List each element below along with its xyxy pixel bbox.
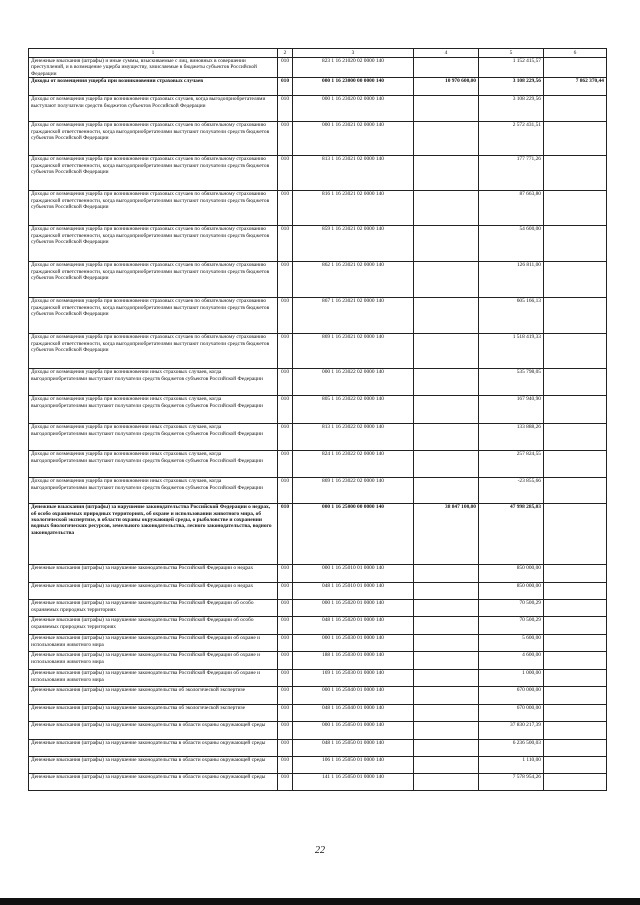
row-name-cell: Доходы от возмещения ущерба при возникновении иных страховых случаев, когда выгодоприобретателями выступают получатели средств бюджетов субъектов Российской Федерации: [29, 369, 278, 396]
row-executed-cell: 5 600,00: [479, 635, 544, 652]
row-plan-cell: [414, 652, 479, 670]
table-row: [29, 774, 607, 791]
row-unexecuted-cell: [544, 740, 607, 757]
table-row: [29, 617, 607, 635]
row-line-code-cell: 010: [278, 369, 293, 396]
row-budget-code-cell: 869 1 16 23021 02 0000 140: [293, 334, 414, 369]
row-budget-code-cell: 188 1 16 25030 01 0000 140: [293, 652, 414, 670]
row-unexecuted-cell: [544, 705, 607, 722]
table-body: [29, 58, 607, 791]
table-row: [29, 583, 607, 600]
row-budget-code-cell: 000 1 16 25000 00 0000 140: [293, 504, 414, 565]
row-name-cell: Денежные взыскания (штрафы) за нарушение законодательства об экологической экспертизе: [29, 705, 278, 722]
row-unexecuted-cell: [544, 687, 607, 705]
table-row: [29, 635, 607, 652]
row-name-cell: Доходы от возмещения ущерба при возникновении страховых случаев по обязательному страхованию гражданской ответственности, когда выгодоприобретателями выступают получатели средств бюджетов субъектов Российской Федерации: [29, 156, 278, 191]
row-budget-code-cell: 000 1 16 25050 01 0000 140: [293, 722, 414, 740]
row-executed-cell: 4 600,00: [479, 652, 544, 670]
row-plan-cell: [414, 424, 479, 451]
row-plan-cell: [414, 156, 479, 191]
row-plan-cell: [414, 774, 479, 791]
row-budget-code-cell: 000 1 16 25020 01 0000 140: [293, 600, 414, 617]
row-line-code-cell: 010: [278, 687, 293, 705]
row-plan-cell: [414, 670, 479, 687]
row-line-code-cell: 010: [278, 78, 293, 96]
table-row: [29, 156, 607, 191]
row-plan-cell: [414, 687, 479, 705]
table-row: [29, 424, 607, 451]
row-line-code-cell: 010: [278, 226, 293, 262]
row-budget-code-cell: 000 1 16 23020 02 0000 140: [293, 96, 414, 122]
row-budget-code-cell: 169 1 16 25030 01 0000 140: [293, 670, 414, 687]
row-unexecuted-cell: [544, 670, 607, 687]
row-unexecuted-cell: [544, 652, 607, 670]
row-name-cell: Денежные взыскания (штрафы) за нарушение законодательства Российской Федерации о недрах: [29, 565, 278, 583]
row-line-code-cell: 010: [278, 705, 293, 722]
row-budget-code-cell: 816 1 16 23021 02 0000 140: [293, 191, 414, 226]
row-name-cell: Денежные взыскания (штрафы) и иные суммы, взыскиваемые с лиц, виновных в совершении преступлений, и в возмещение ущерба имуществу, зачисляемые в бюджеты субъектов Российской Федерации: [29, 58, 278, 78]
header-col-5: 5: [479, 49, 544, 58]
row-executed-cell: 47 998 285,03: [479, 504, 544, 565]
row-executed-cell: 87 663,80: [479, 191, 544, 226]
row-name-cell: Доходы от возмещения ущерба при возникновении иных страховых случаев, когда выгодоприобретателями выступают получатели средств бюджетов субъектов Российской Федерации: [29, 424, 278, 451]
row-budget-code-cell: 000 1 16 23022 02 0000 140: [293, 369, 414, 396]
table-row: [29, 504, 607, 565]
row-budget-code-cell: 859 1 16 23021 02 0000 140: [293, 226, 414, 262]
row-budget-code-cell: 805 1 16 23022 02 0000 140: [293, 396, 414, 424]
row-line-code-cell: 010: [278, 652, 293, 670]
row-executed-cell: 1 518 419,33: [479, 334, 544, 369]
row-unexecuted-cell: [544, 334, 607, 369]
row-unexecuted-cell: [544, 58, 607, 78]
row-line-code-cell: 010: [278, 156, 293, 191]
table-row: [29, 478, 607, 504]
row-budget-code-cell: 106 1 16 25050 01 0000 140: [293, 757, 414, 774]
row-name-cell: Денежные взыскания (штрафы) за нарушение законодательства Российской Федерации о недрах, об особо охраняемых природных территориях, об охране и использовании животного мира, об экологической экспертизе, в области охраны окружающей среды, о рыболовстве и сохранении водных биологических ресурсов, земельного законодательства, лесного законодательства, водного законодательства: [29, 504, 278, 565]
row-line-code-cell: 010: [278, 334, 293, 369]
row-executed-cell: 126 811,00: [479, 262, 544, 298]
table-row: [29, 226, 607, 262]
row-line-code-cell: 010: [278, 451, 293, 478]
row-line-code-cell: 010: [278, 670, 293, 687]
row-line-code-cell: 010: [278, 565, 293, 583]
row-line-code-cell: 010: [278, 396, 293, 424]
row-executed-cell: 670 000,00: [479, 687, 544, 705]
table-row: [29, 262, 607, 298]
row-line-code-cell: 010: [278, 757, 293, 774]
row-plan-cell: [414, 583, 479, 600]
row-executed-cell: 54 600,00: [479, 226, 544, 262]
row-plan-cell: [414, 565, 479, 583]
row-executed-cell: 1 000,00: [479, 670, 544, 687]
row-unexecuted-cell: [544, 774, 607, 791]
table-row: [29, 740, 607, 757]
row-unexecuted-cell: [544, 617, 607, 635]
row-plan-cell: [414, 635, 479, 652]
table-row: [29, 96, 607, 122]
row-line-code-cell: 010: [278, 583, 293, 600]
row-plan-cell: [414, 298, 479, 334]
table-row: [29, 191, 607, 226]
row-line-code-cell: 010: [278, 617, 293, 635]
row-line-code-cell: 010: [278, 424, 293, 451]
row-plan-cell: [414, 617, 479, 635]
row-line-code-cell: 010: [278, 478, 293, 504]
row-line-code-cell: 010: [278, 262, 293, 298]
row-unexecuted-cell: [544, 583, 607, 600]
row-plan-cell: [414, 757, 479, 774]
row-name-cell: Денежные взыскания (штрафы) за нарушение законодательства Российской Федерации об особо охраняемых природных территориях: [29, 600, 278, 617]
row-unexecuted-cell: [544, 565, 607, 583]
table-row: [29, 670, 607, 687]
row-unexecuted-cell: [544, 478, 607, 504]
table-row: [29, 600, 607, 617]
row-plan-cell: [414, 96, 479, 122]
row-name-cell: Доходы от возмещения ущерба при возникновении страховых случаев: [29, 78, 278, 96]
row-unexecuted-cell: [544, 191, 607, 226]
row-executed-cell: 70 500,29: [479, 617, 544, 635]
row-budget-code-cell: 000 1 16 25010 01 0000 140: [293, 565, 414, 583]
row-executed-cell: 7 578 954,26: [479, 774, 544, 791]
table-row: [29, 58, 607, 78]
row-plan-cell: [414, 262, 479, 298]
row-budget-code-cell: 867 1 16 23021 02 0000 140: [293, 298, 414, 334]
row-budget-code-cell: 000 1 16 23021 02 0000 140: [293, 122, 414, 156]
page-number: 22: [315, 845, 325, 856]
table-row: [29, 757, 607, 774]
row-executed-cell: 1 110,00: [479, 757, 544, 774]
row-line-code-cell: 010: [278, 722, 293, 740]
header-col-2: 2: [278, 49, 293, 58]
row-name-cell: Доходы от возмещения ущерба при возникновении страховых случаев по обязательному страхованию гражданской ответственности, когда выгодоприобретателями выступают получатели средств бюджетов субъектов Российской Федерации: [29, 191, 278, 226]
row-name-cell: Доходы от возмещения ущерба при возникновении страховых случаев по обязательному страхованию гражданской ответственности, когда выгодоприобретателями выступают получатели средств бюджетов субъектов Российской Федерации: [29, 262, 278, 298]
row-executed-cell: 1 152 415,57: [479, 58, 544, 78]
row-budget-code-cell: 141 1 16 25050 01 0000 140: [293, 774, 414, 791]
report-sheet: [28, 48, 606, 791]
row-budget-code-cell: 813 1 16 23022 02 0000 140: [293, 424, 414, 451]
header-col-4: 4: [414, 49, 479, 58]
row-executed-cell: 6 236 500,03: [479, 740, 544, 757]
row-name-cell: Доходы от возмещения ущерба при возникновении страховых случаев по обязательному страхованию гражданской ответственности, когда выгодоприобретателями выступают получатели средств бюджетов субъектов Российской Федерации: [29, 334, 278, 369]
row-plan-cell: [414, 478, 479, 504]
row-unexecuted-cell: [544, 451, 607, 478]
row-name-cell: Денежные взыскания (штрафы) за нарушение законодательства Российской Федерации об охране и использовании животного мира: [29, 635, 278, 652]
row-budget-code-cell: 048 1 16 25010 01 0000 140: [293, 583, 414, 600]
row-executed-cell: 177 771,26: [479, 156, 544, 191]
row-name-cell: Доходы от возмещения ущерба при возникновении страховых случаев по обязательному страхованию гражданской ответственности, когда выгодоприобретателями выступают получатели средств бюджетов субъектов Российской Федерации: [29, 298, 278, 334]
table-row: [29, 396, 607, 424]
table-row: [29, 369, 607, 396]
row-executed-cell: 3 108 229,56: [479, 96, 544, 122]
table-row: [29, 687, 607, 705]
row-name-cell: Денежные взыскания (штрафы) за нарушение законодательства в области охраны окружающей среды: [29, 757, 278, 774]
row-name-cell: Денежные взыскания (штрафы) за нарушение законодательства Российской Федерации об охране и использовании животного мира: [29, 652, 278, 670]
header-col-3: 3: [293, 49, 414, 58]
row-executed-cell: 257 824,55: [479, 451, 544, 478]
row-budget-code-cell: 000 1 16 25040 01 0000 140: [293, 687, 414, 705]
row-plan-cell: 10 970 600,00: [414, 78, 479, 96]
row-plan-cell: [414, 600, 479, 617]
table-row: [29, 705, 607, 722]
row-executed-cell: 850 000,00: [479, 565, 544, 583]
row-name-cell: Доходы от возмещения ущерба при возникновении страховых случаев по обязательному страхованию гражданской ответственности, когда выгодоприобретателями выступают получатели средств бюджетов субъектов Российской Федерации: [29, 122, 278, 156]
row-unexecuted-cell: [544, 262, 607, 298]
row-executed-cell: 670 000,00: [479, 705, 544, 722]
row-budget-code-cell: 869 1 16 23022 02 0000 140: [293, 478, 414, 504]
row-line-code-cell: 010: [278, 740, 293, 757]
row-executed-cell: 535 798,05: [479, 369, 544, 396]
table-row: [29, 298, 607, 334]
table-header-row: [29, 49, 607, 58]
row-name-cell: Доходы от возмещения ущерба при возникновении страховых случаев по обязательному страхованию гражданской ответственности, когда выгодоприобретателями выступают получатели средств бюджетов субъектов Российской Федерации: [29, 226, 278, 262]
row-budget-code-cell: 823 1 16 21020 02 0000 140: [293, 58, 414, 78]
row-name-cell: Денежные взыскания (штрафы) за нарушение законодательства в области охраны окружающей среды: [29, 722, 278, 740]
row-unexecuted-cell: [544, 424, 607, 451]
row-name-cell: Денежные взыскания (штрафы) за нарушение законодательства Российской Федерации о недрах: [29, 583, 278, 600]
row-executed-cell: 167 940,90: [479, 396, 544, 424]
row-plan-cell: 38 847 100,00: [414, 504, 479, 565]
table-row: [29, 652, 607, 670]
row-line-code-cell: 010: [278, 122, 293, 156]
row-unexecuted-cell: [544, 298, 607, 334]
row-plan-cell: [414, 226, 479, 262]
row-name-cell: Денежные взыскания (штрафы) за нарушение законодательства Российской Федерации об особо охраняемых природных территориях: [29, 617, 278, 635]
row-name-cell: Доходы от возмещения ущерба при возникновении страховых случаев, когда выгодоприобретателями выступают получатели средств бюджетов субъектов Российской Федерации: [29, 96, 278, 122]
row-executed-cell: 3 108 229,56: [479, 78, 544, 96]
row-name-cell: Денежные взыскания (штрафы) за нарушение законодательства об экологической экспертизе: [29, 687, 278, 705]
table-row: [29, 122, 607, 156]
scan-bottom-edge: [0, 898, 640, 905]
row-name-cell: Доходы от возмещения ущерба при возникновении иных страховых случаев, когда выгодоприобретателями выступают получатели средств бюджетов субъектов Российской Федерации: [29, 478, 278, 504]
row-unexecuted-cell: [544, 369, 607, 396]
table-row: [29, 451, 607, 478]
row-line-code-cell: 010: [278, 635, 293, 652]
row-unexecuted-cell: [544, 96, 607, 122]
row-plan-cell: [414, 122, 479, 156]
row-line-code-cell: 010: [278, 504, 293, 565]
row-name-cell: Денежные взыскания (штрафы) за нарушение законодательства Российской Федерации об охране и использовании животного мира: [29, 670, 278, 687]
row-executed-cell: 70 500,29: [479, 600, 544, 617]
row-plan-cell: [414, 334, 479, 369]
row-executed-cell: 850 000,00: [479, 583, 544, 600]
row-executed-cell: -23 855,66: [479, 478, 544, 504]
row-line-code-cell: 010: [278, 191, 293, 226]
row-unexecuted-cell: [544, 722, 607, 740]
row-unexecuted-cell: [544, 635, 607, 652]
table-row: [29, 722, 607, 740]
row-unexecuted-cell: 7 862 370,44: [544, 78, 607, 96]
row-unexecuted-cell: [544, 226, 607, 262]
row-budget-code-cell: 048 1 16 25020 01 0000 140: [293, 617, 414, 635]
header-col-1: 1: [29, 49, 278, 58]
row-budget-code-cell: 824 1 16 23022 02 0000 140: [293, 451, 414, 478]
row-name-cell: Доходы от возмещения ущерба при возникновении иных страховых случаев, когда выгодоприобретателями выступают получатели средств бюджетов субъектов Российской Федерации: [29, 451, 278, 478]
row-plan-cell: [414, 722, 479, 740]
row-plan-cell: [414, 740, 479, 757]
table-row: [29, 565, 607, 583]
row-line-code-cell: 010: [278, 600, 293, 617]
row-plan-cell: [414, 451, 479, 478]
row-budget-code-cell: 048 1 16 25050 01 0000 140: [293, 740, 414, 757]
row-unexecuted-cell: [544, 600, 607, 617]
row-executed-cell: 2 572 431,51: [479, 122, 544, 156]
row-budget-code-cell: 048 1 16 25040 01 0000 140: [293, 705, 414, 722]
row-line-code-cell: 010: [278, 96, 293, 122]
row-plan-cell: [414, 58, 479, 78]
row-name-cell: Денежные взыскания (штрафы) за нарушение законодательства в области охраны окружающей среды: [29, 774, 278, 791]
row-budget-code-cell: 000 1 16 25030 01 0000 140: [293, 635, 414, 652]
revenue-table: [28, 48, 607, 791]
row-line-code-cell: 010: [278, 58, 293, 78]
row-line-code-cell: 010: [278, 298, 293, 334]
header-col-6: 6: [544, 49, 607, 58]
row-plan-cell: [414, 191, 479, 226]
row-plan-cell: [414, 705, 479, 722]
table-row: [29, 334, 607, 369]
table-row: [29, 78, 607, 96]
row-name-cell: Доходы от возмещения ущерба при возникновении иных страховых случаев, когда выгодоприобретателями выступают получатели средств бюджетов субъектов Российской Федерации: [29, 396, 278, 424]
row-unexecuted-cell: [544, 156, 607, 191]
row-name-cell: Денежные взыскания (штрафы) за нарушение законодательства в области охраны окружающей среды: [29, 740, 278, 757]
row-budget-code-cell: 862 1 16 23021 02 0000 140: [293, 262, 414, 298]
row-line-code-cell: 010: [278, 774, 293, 791]
row-unexecuted-cell: [544, 396, 607, 424]
row-plan-cell: [414, 396, 479, 424]
row-unexecuted-cell: [544, 757, 607, 774]
row-plan-cell: [414, 369, 479, 396]
row-executed-cell: 133 888,26: [479, 424, 544, 451]
row-executed-cell: 605 166,13: [479, 298, 544, 334]
row-budget-code-cell: 813 1 16 23021 02 0000 140: [293, 156, 414, 191]
row-unexecuted-cell: [544, 122, 607, 156]
row-executed-cell: 37 830 217,39: [479, 722, 544, 740]
row-budget-code-cell: 000 1 16 23000 00 0000 140: [293, 78, 414, 96]
row-unexecuted-cell: [544, 504, 607, 565]
